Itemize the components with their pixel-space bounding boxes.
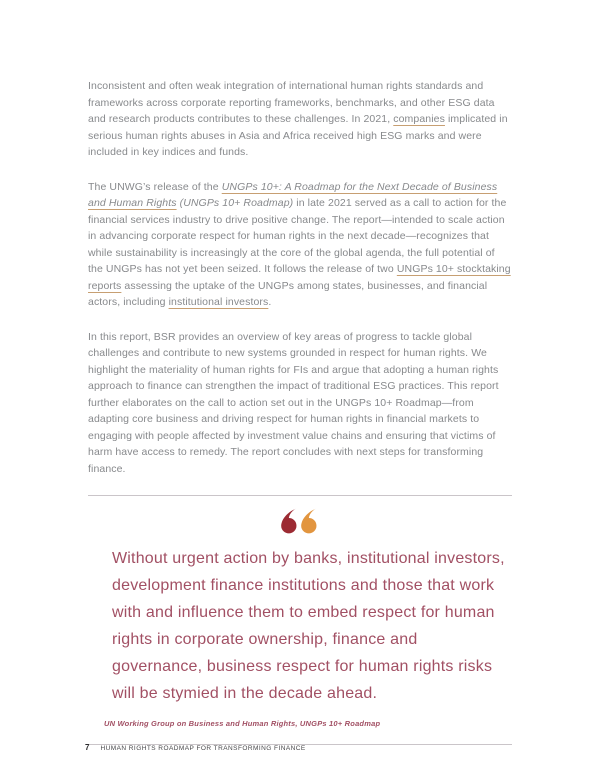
paragraph-esg-challenges bbox=[88, 78, 512, 161]
paragraph-text: . bbox=[268, 296, 272, 308]
pull-quote: Without urgent action by banks, institutional investors, development finance institutions and those that work with and influence them to embed respect for human rights in corporate ownership, finance and governance, business respect for human rights risks will be stymied in the decade ahead. bbox=[112, 550, 505, 702]
link-stocktaking-reports[interactable]: UNGPs 10+ stocktaking reports bbox=[88, 263, 511, 292]
double-quote-icon bbox=[280, 508, 320, 534]
link-companies[interactable]: companies bbox=[393, 113, 445, 125]
paragraph-bsr-report bbox=[88, 329, 512, 478]
page-content bbox=[88, 78, 512, 745]
paragraph-text-italic: (UNGPs 10+ Roadmap) bbox=[176, 197, 294, 209]
page-footer bbox=[85, 743, 306, 752]
paragraph-text: implicated in serious human rights abuses in Asia and Africa received high ESG marks and were included in key indices and funds. bbox=[88, 113, 508, 158]
paragraph-text: The UNWG’s release of the bbox=[88, 180, 222, 193]
quote-attribution: UN Working Group on Business and Human Rights, UNGPs 10+ Roadmap bbox=[104, 719, 381, 728]
page-number: 7 bbox=[85, 743, 90, 752]
divider-top bbox=[88, 495, 512, 496]
paragraph-text: in late 2021 served as a call to action for the financial services industry to drive positive change. The report—intended to scale action in advancing corporate respect for human rights in the next decade—recognizes that while sustainability is increasingly at the core of the global agenda, the full potential of the UNGPs has not yet been seized. It follows the release of two bbox=[88, 197, 507, 275]
quote-comma-left bbox=[281, 509, 296, 534]
quote-comma-right bbox=[301, 509, 316, 534]
link-institutional-investors[interactable]: institutional investors bbox=[168, 296, 269, 308]
paragraph-unwg-roadmap bbox=[88, 179, 512, 311]
quote-icon-container bbox=[88, 508, 512, 539]
paragraph-text: In this report, BSR provides an overview of key areas of progress to tackle global challenges and contribute to new systems grounded in respect for human rights. We highlight the materiality of human rights for FIs and argue that adopting a human rights approach to finance can strengthen the impact of traditional ESG practices. This report further elaborates on the call to action set out in the UNGPs 10+ Roadmap—from adapting core business and driving respect for human rights in financial markets to engaging with people affected by investment value chains and ensuring that victims of harm have access to remedy. The report concludes with next steps for transforming finance. bbox=[88, 330, 499, 475]
paragraph-text: Inconsistent and often weak integration of international human rights standards and frameworks across corporate reporting frameworks, benchmarks, and other ESG data and research products contributes to these challenges. In 2021, bbox=[88, 80, 495, 125]
footer-report-title: HUMAN RIGHTS ROADMAP FOR TRANSFORMING FINANCE bbox=[100, 745, 306, 752]
paragraph-text: assessing the uptake of the UNGPs among states, businesses, and financial actors, including bbox=[88, 279, 488, 308]
link-ungps-roadmap[interactable]: UNGPs 10+: A Roadmap for the Next Decade of Business and Human Rights bbox=[88, 180, 498, 209]
